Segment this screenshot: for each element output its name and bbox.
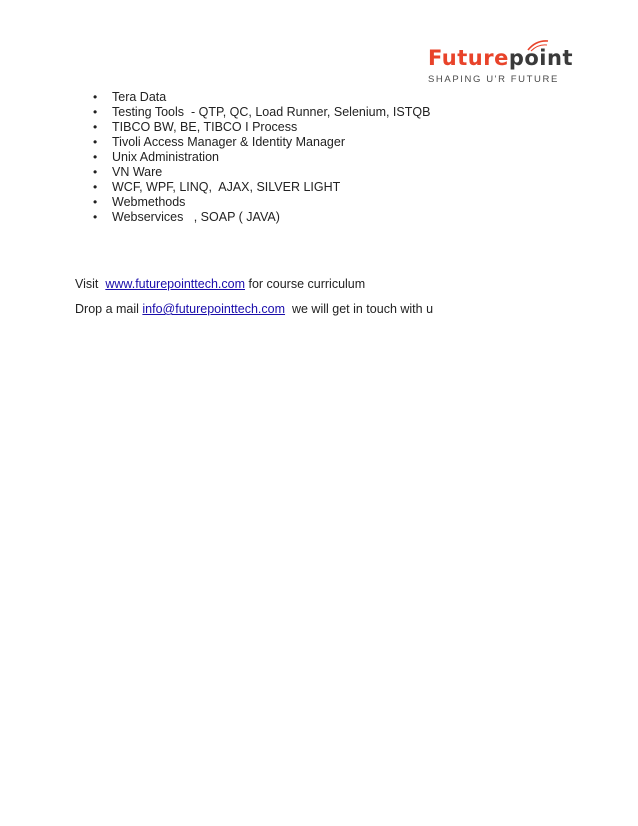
mail-prefix: Drop a mail — [75, 302, 143, 316]
website-link[interactable]: www.futurepointtech.com — [105, 277, 245, 291]
visit-prefix: Visit — [75, 277, 106, 291]
list-item: • Tivoli Access Manager & Identity Manager — [92, 135, 430, 150]
list-item: • Webservices , SOAP ( JAVA) — [92, 210, 430, 225]
visit-line — [75, 277, 365, 291]
list-item: • Testing Tools - QTP, QC, Load Runner, Selenium, ISTQB — [92, 105, 430, 120]
mail-suffix: we will get in touch with u — [285, 302, 434, 316]
mail-line — [75, 302, 433, 316]
list-item: • VN Ware — [92, 165, 430, 180]
list-item: • Webmethods — [92, 195, 430, 210]
logo-word-point: point — [508, 46, 573, 70]
logo-wordmark — [428, 46, 573, 70]
list-item: • WCF, WPF, LINQ, AJAX, SILVER LIGHT — [92, 180, 430, 195]
email-link[interactable]: info@futurepointtech.com — [142, 302, 286, 316]
logo-tagline: SHAPING U'R FUTURE — [428, 74, 559, 85]
logo-word-future: Future — [428, 46, 509, 70]
futurepoint-logo — [428, 38, 573, 90]
list-item: • Tera Data — [92, 90, 430, 105]
list-item: • Unix Administration — [92, 150, 430, 165]
visit-suffix: for course curriculum — [245, 277, 366, 291]
course-bullet-list — [92, 90, 430, 225]
list-item: • TIBCO BW, BE, TIBCO I Process — [92, 120, 430, 135]
